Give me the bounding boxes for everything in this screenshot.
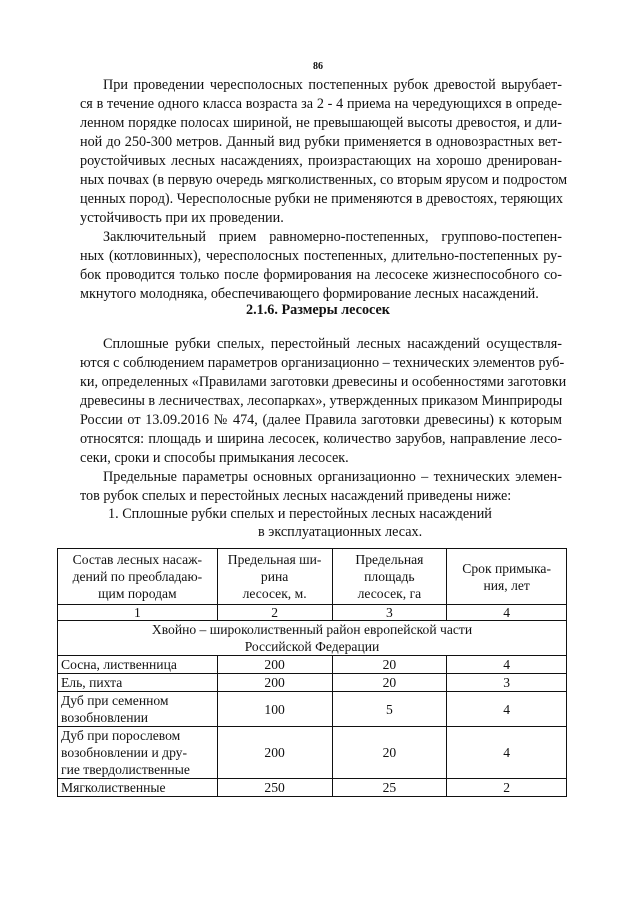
table-row <box>58 674 567 692</box>
area-cell: 20 <box>332 727 447 779</box>
header-line: Срок примыка- <box>462 560 551 576</box>
section-heading: 2.1.6. Размеры лесосек <box>246 302 390 318</box>
area-cell: 25 <box>332 779 447 797</box>
region-row <box>58 621 567 656</box>
cell-line: гие твердолиственные <box>61 762 190 777</box>
width-cell: 200 <box>217 727 332 779</box>
text-line: ных почвах (в первую очередь мягколиственных, со вторым ярусом и подростом <box>80 172 568 188</box>
term-cell: 4 <box>447 727 567 779</box>
species-cell <box>58 674 218 692</box>
term-cell: 4 <box>447 656 567 674</box>
table-row <box>58 779 567 797</box>
text-line: секи, сроки и способы примыкания лесосек. <box>80 450 349 466</box>
header-line: щим породам <box>98 586 177 601</box>
header-line: площадь <box>364 569 415 584</box>
header-line: лесосек, м. <box>242 586 307 601</box>
header-width <box>217 549 332 605</box>
header-term <box>447 549 567 605</box>
area-cell: 20 <box>332 674 447 692</box>
table-row <box>58 656 567 674</box>
text-line: Предельные параметры основных организационно – технических элемен- <box>103 469 562 485</box>
table-row <box>58 692 567 727</box>
text-line: ценных пород). Чересполосные рубки не применяются в древостоях, теряющих <box>80 191 564 207</box>
header-line: дений по преобладаю- <box>72 569 203 584</box>
header-area <box>332 549 447 605</box>
column-number: 2 <box>217 605 332 621</box>
text-line: ных (котловинных), чересполосных постепенных, длительно-постепенных ру- <box>80 248 562 264</box>
species-cell <box>58 779 218 797</box>
header-species <box>58 549 218 605</box>
cell-line: Ель, пихта <box>61 675 123 690</box>
table-header-row <box>58 549 567 605</box>
text-line: ся в течение одного класса возраста за 2 - 4 приема на чередующихся в опреде- <box>80 96 562 112</box>
text-line: ленном порядке полосах шириной, не превышающей высоты древостоя, и дли- <box>80 115 562 131</box>
area-cell: 5 <box>332 692 447 727</box>
text-line: При проведении чересполосных постепенных рубок древостой вырубает- <box>103 77 562 93</box>
text-line: России от 13.09.2016 № 474, (далее Правила заготовки древесины) к которым <box>80 412 562 428</box>
header-line: ния, лет <box>483 577 530 593</box>
cell-line: Дуб при семенном <box>61 693 169 708</box>
region-line: Хвойно – широколиственный район европейской части <box>151 622 473 637</box>
width-cell: 200 <box>217 656 332 674</box>
term-cell: 3 <box>447 674 567 692</box>
cell-line: возобновлении <box>61 710 149 725</box>
limits-table <box>57 548 567 797</box>
table-caption-line-2: в эксплуатационных лесах. <box>258 524 423 540</box>
region-line: Российской Федерации <box>244 639 380 654</box>
cell-line: возобновлении и дру- <box>61 745 188 760</box>
text-line: относятся: площадь и ширина лесосек, количество зарубов, направление лесо- <box>80 431 562 447</box>
cell-line: Дуб при порослевом <box>61 728 181 743</box>
species-cell <box>58 727 218 779</box>
table-row <box>58 727 567 779</box>
text-line: древесины в лесничествах, лесопарках», утвержденных приказом Минприроды <box>80 393 563 409</box>
column-number: 1 <box>58 605 218 621</box>
header-line: лесосек, га <box>357 586 422 601</box>
text-line: тов рубок спелых и перестойных лесных насаждений приведены ниже: <box>80 488 512 504</box>
cell-line: Сосна, лиственница <box>61 657 177 672</box>
term-cell: 4 <box>447 692 567 727</box>
column-number-row <box>58 605 567 621</box>
column-number: 4 <box>447 605 567 621</box>
column-number: 3 <box>332 605 447 621</box>
page-number: 86 <box>313 61 323 72</box>
text-line: ки, определенных «Правилами заготовки древесины и особенностями заготовки <box>80 374 567 390</box>
text-line: ются с соблюдением параметров организационно – технических элементов руб- <box>80 355 565 371</box>
species-cell <box>58 692 218 727</box>
table-caption-line-1: 1. Сплошные рубки спелых и перестойных лесных насаждений <box>108 506 492 522</box>
area-cell: 20 <box>332 656 447 674</box>
region-cell <box>58 621 567 656</box>
header-line: Предельная ши- <box>227 552 322 567</box>
text-line: Заключительный прием равномерно-постепенных, группово-постепен- <box>103 229 562 245</box>
width-cell: 200 <box>217 674 332 692</box>
header-line: Предельная <box>355 552 424 567</box>
text-line: бок проводится только после формирования на лесосеке жизнеспособного со- <box>80 267 562 283</box>
text-line: устойчивость при их проведении. <box>80 210 284 226</box>
cell-line: Мягколиственные <box>61 780 166 795</box>
header-line: Состав лесных насаж- <box>72 552 203 567</box>
text-line: роустойчивых лесных насаждениях, произрастающих на хорошо дренирован- <box>80 153 562 169</box>
species-cell <box>58 656 218 674</box>
term-cell: 2 <box>447 779 567 797</box>
text-line: мкнутого молодняка, обеспечивающего формирование лесных насаждений. <box>80 286 539 302</box>
width-cell: 100 <box>217 692 332 727</box>
text-line: Сплошные рубки спелых, перестойный лесных насаждений осуществля- <box>103 336 562 352</box>
width-cell: 250 <box>217 779 332 797</box>
text-line: ной до 250-300 метров. Данный вид рубки применяется в одновозрастных вет- <box>80 134 562 150</box>
header-line: рина <box>260 569 289 584</box>
